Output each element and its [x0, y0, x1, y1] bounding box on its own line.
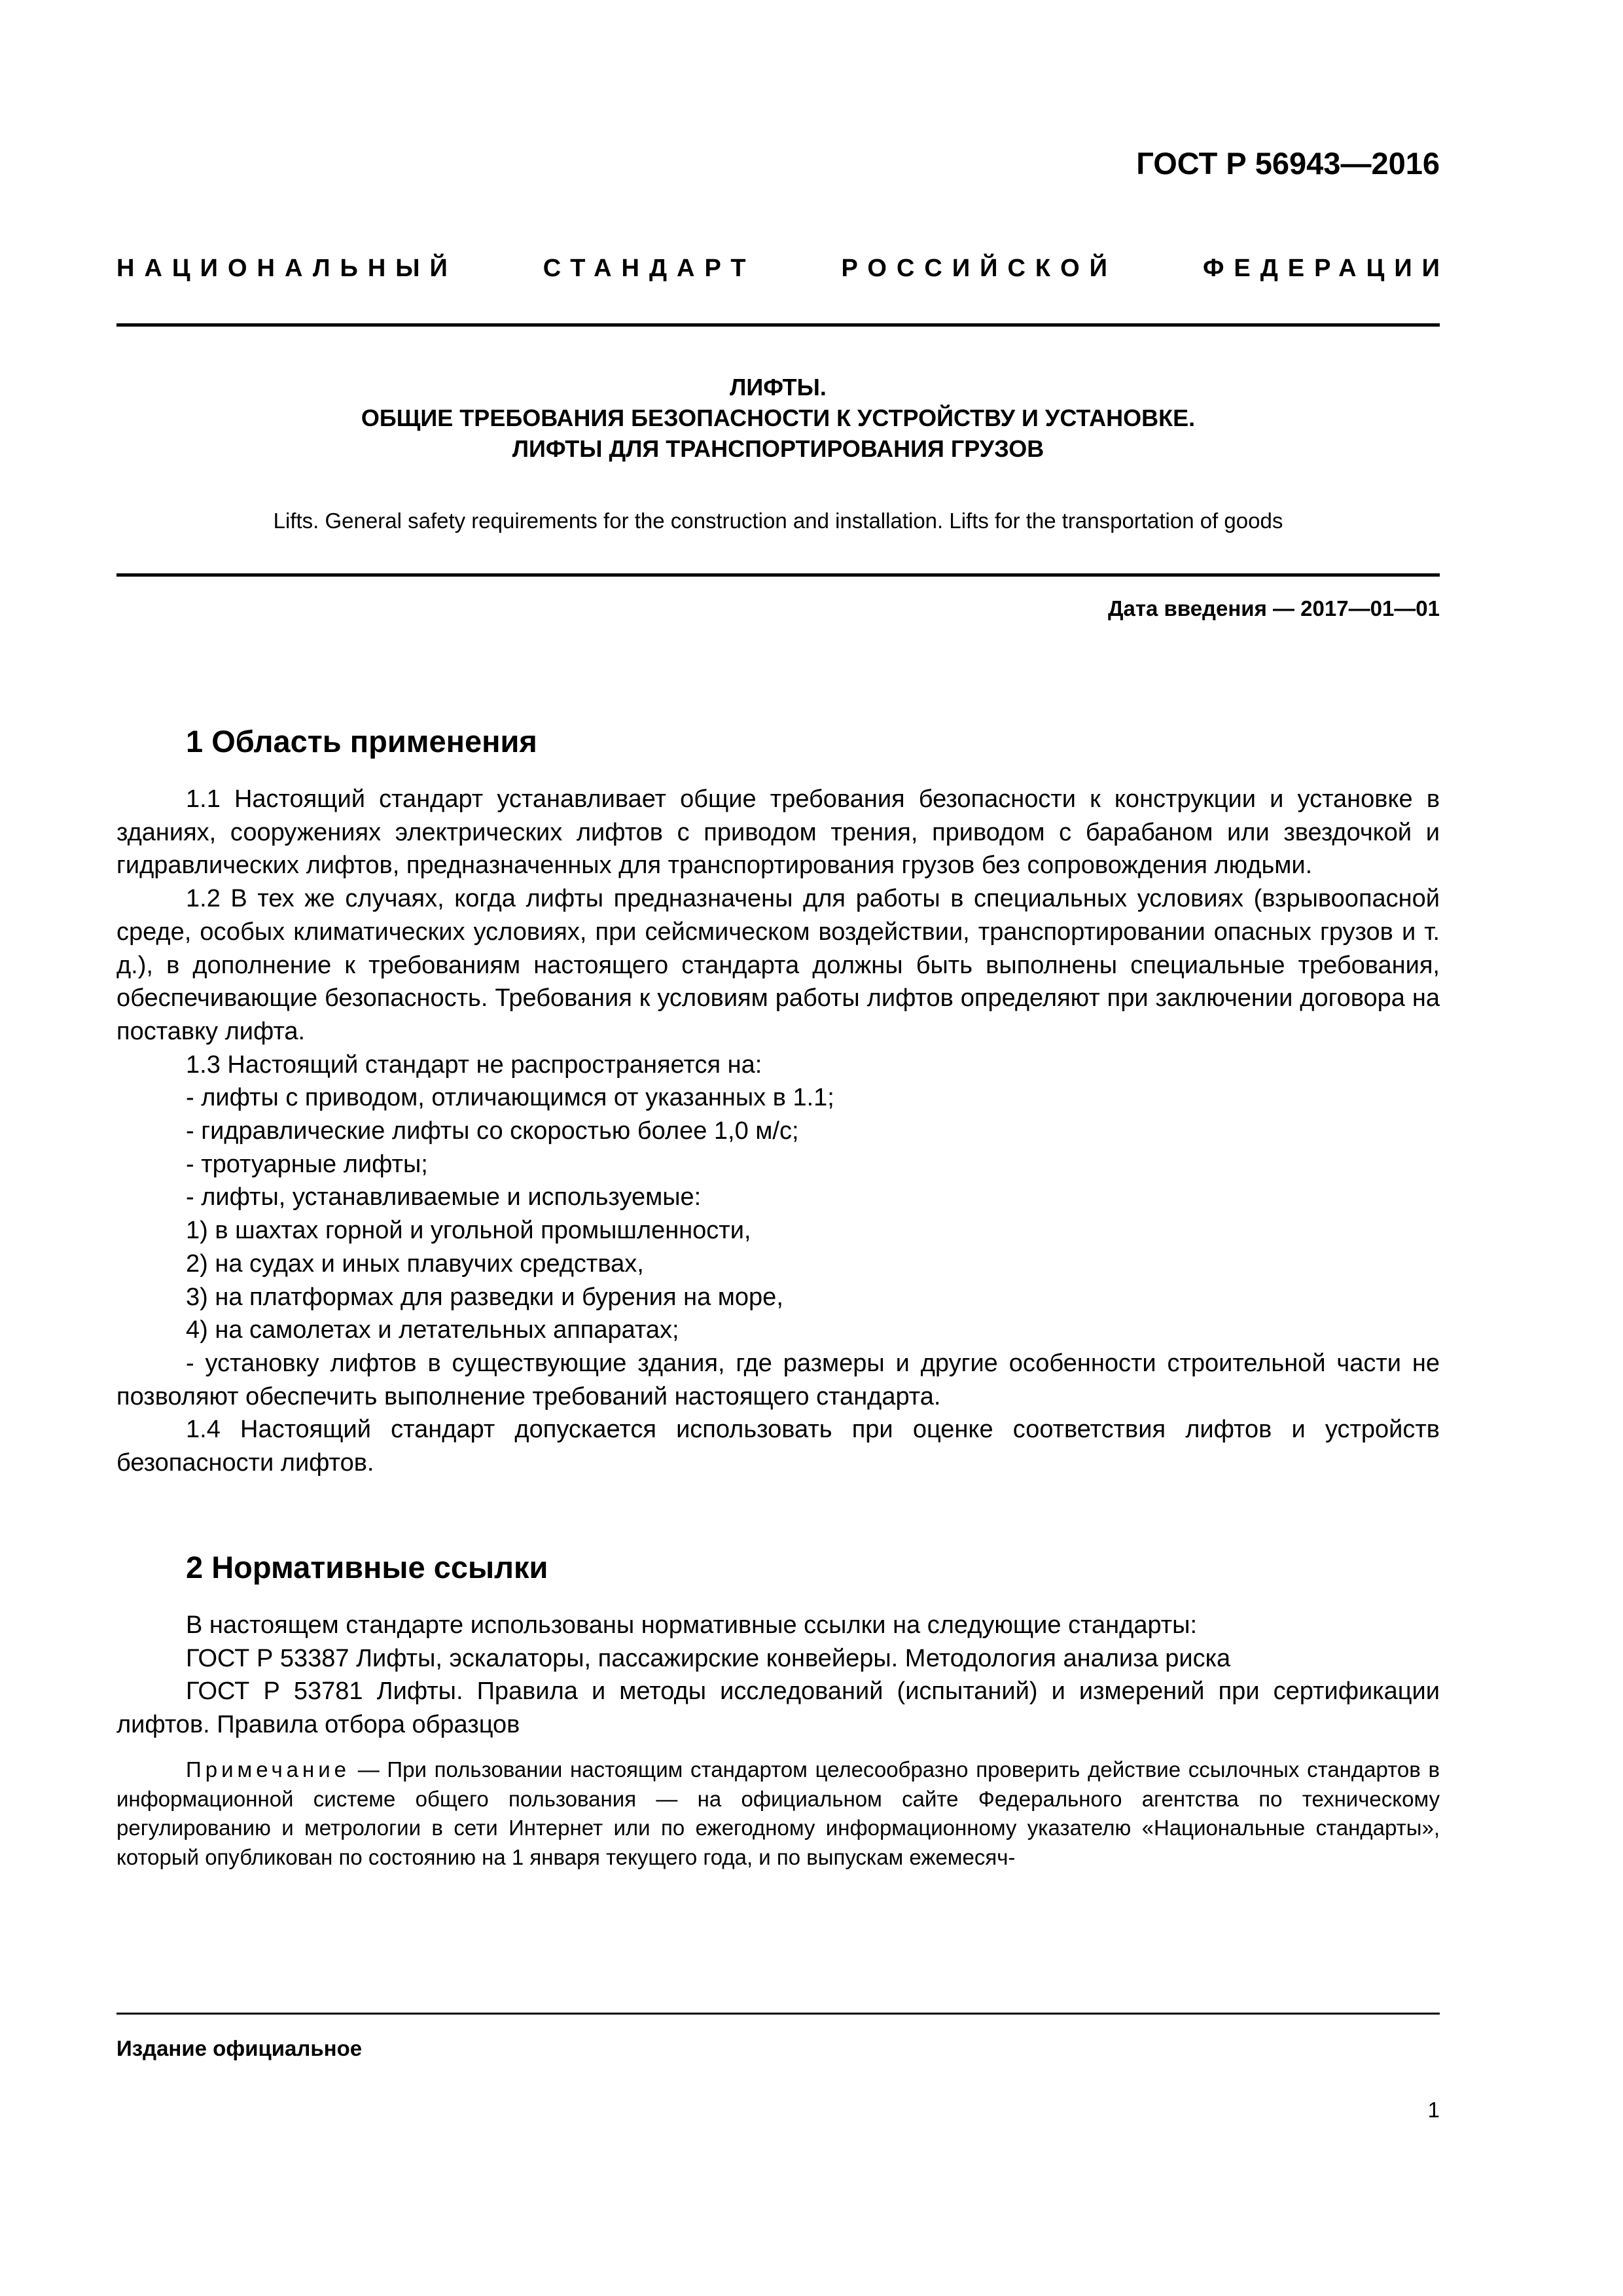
paragraph: В настоящем стандарте использованы нормативные ссылки на следующие стандарты: — [186, 1611, 1198, 1639]
section-2-heading: 2 Нормативные ссылки — [186, 1550, 548, 1585]
list-item: - установку лифтов в существующие здания, где размеры и другие особенности строительной части не позволяют обеспечить выполнение требований настоящего стандарта. — [116, 1349, 1440, 1410]
list-item: - гидравлические лифты со скоростью более 1,0 м/с; — [186, 1117, 799, 1145]
introduction-date: Дата введения — 2017—01—01 — [1108, 596, 1440, 620]
list-item: 4) на самолетах и летательных аппаратах; — [186, 1316, 679, 1344]
title-line: ЛИФТЫ. — [730, 374, 827, 401]
list-item: 3) на платформах для разведки и бурения на море, — [186, 1283, 783, 1311]
document-title — [116, 372, 1440, 464]
header-word: НАЦИОНАЛЬНЫЙ — [116, 255, 457, 282]
header-word: ФЕДЕРАЦИИ — [1202, 255, 1450, 282]
title-line: ОБЩИЕ ТРЕБОВАНИЯ БЕЗОПАСНОСТИ К УСТРОЙСТВУ И УСТАНОВКЕ. — [361, 404, 1196, 431]
header-word: РОССИЙСКОЙ — [841, 255, 1117, 282]
paragraph: 1.4 Настоящий стандарт допускается использовать при оценке соответствия лифтов и устройств безопасности лифтов. — [116, 1416, 1440, 1477]
paragraph: 1.2 В тех же случаях, когда лифты предназначены для работы в специальных условиях (взрывоопасной среде, особых климатических условиях, при сейсмическом воздействии, транспортировании опасных грузов и т. д.), в дополнение к требованиям настоящего стандарта должны быть выполнены специальные требования, обеспечивающие безопасность. Требования к условиям работы лифтов определяют при заключении договора на поставку лифта. — [116, 885, 1440, 1045]
reference-item: ГОСТ Р 53781 Лифты. Правила и методы исследований (испытаний) и измерений при сертификации лифтов. Правила отбора образцов — [116, 1677, 1440, 1739]
note-label: Примечание — [186, 1757, 351, 1782]
list-item: - лифты, устанавливаемые и используемые: — [186, 1183, 702, 1211]
paragraph: 1.3 Настоящий стандарт не распространяется на: — [186, 1050, 762, 1079]
national-standard-header — [116, 253, 1450, 284]
paragraph: 1.1 Настоящий стандарт устанавливает общие требования безопасности к конструкции и установке в зданиях, сооружениях электрических лифтов с приводом трения, приводом с барабаном или звездочкой и гидравлических лифтов, предназначенных для транспортирования грузов без сопровождения людьми. — [116, 785, 1440, 880]
note-text: — При пользовании настоящим стандартом целесообразно проверить действие ссылочных стандартов в информационной системе общего пользования — на официальном сайте Федерального агентства по техническому регулированию и метрологии в сети Интернет или по ежегодному информационному указателю «Национальные стандарты», который опубликован по состоянию на 1 января текущего года, и по выпускам ежемесяч- — [116, 1757, 1440, 1869]
section-1-heading: 1 Область применения — [186, 724, 537, 759]
title-divider — [116, 573, 1440, 577]
title-line: ЛИФТЫ ДЛЯ ТРАНСПОРТИРОВАНИЯ ГРУЗОВ — [512, 435, 1044, 462]
list-item: - тротуарные лифты; — [186, 1150, 428, 1178]
official-edition-label: Издание официальное — [116, 2036, 363, 2060]
header-divider — [116, 323, 1440, 327]
reference-item: ГОСТ Р 53387 Лифты, эскалаторы, пассажирские конвейеры. Методология анализа риска — [186, 1644, 1231, 1672]
note — [116, 1755, 1440, 1872]
english-title: Lifts. General safety requirements for the construction and installation. Lifts for the transportation of goods — [273, 509, 1283, 533]
page-number: 1 — [1427, 2098, 1440, 2122]
section-2-body — [116, 1609, 1440, 1742]
list-item: 2) на судах и иных плавучих средствах, — [186, 1249, 644, 1278]
document-number: ГОСТ Р 56943—2016 — [1136, 146, 1440, 181]
section-1-body — [116, 783, 1440, 1480]
footer-divider — [116, 2013, 1440, 2015]
list-item: 1) в шахтах горной и угольной промышленности, — [186, 1217, 751, 1245]
document-page — [116, 0, 1450, 2296]
list-item: - лифты с приводом, отличающимся от указанных в 1.1; — [186, 1084, 834, 1112]
header-word: СТАНДАРТ — [543, 255, 756, 282]
